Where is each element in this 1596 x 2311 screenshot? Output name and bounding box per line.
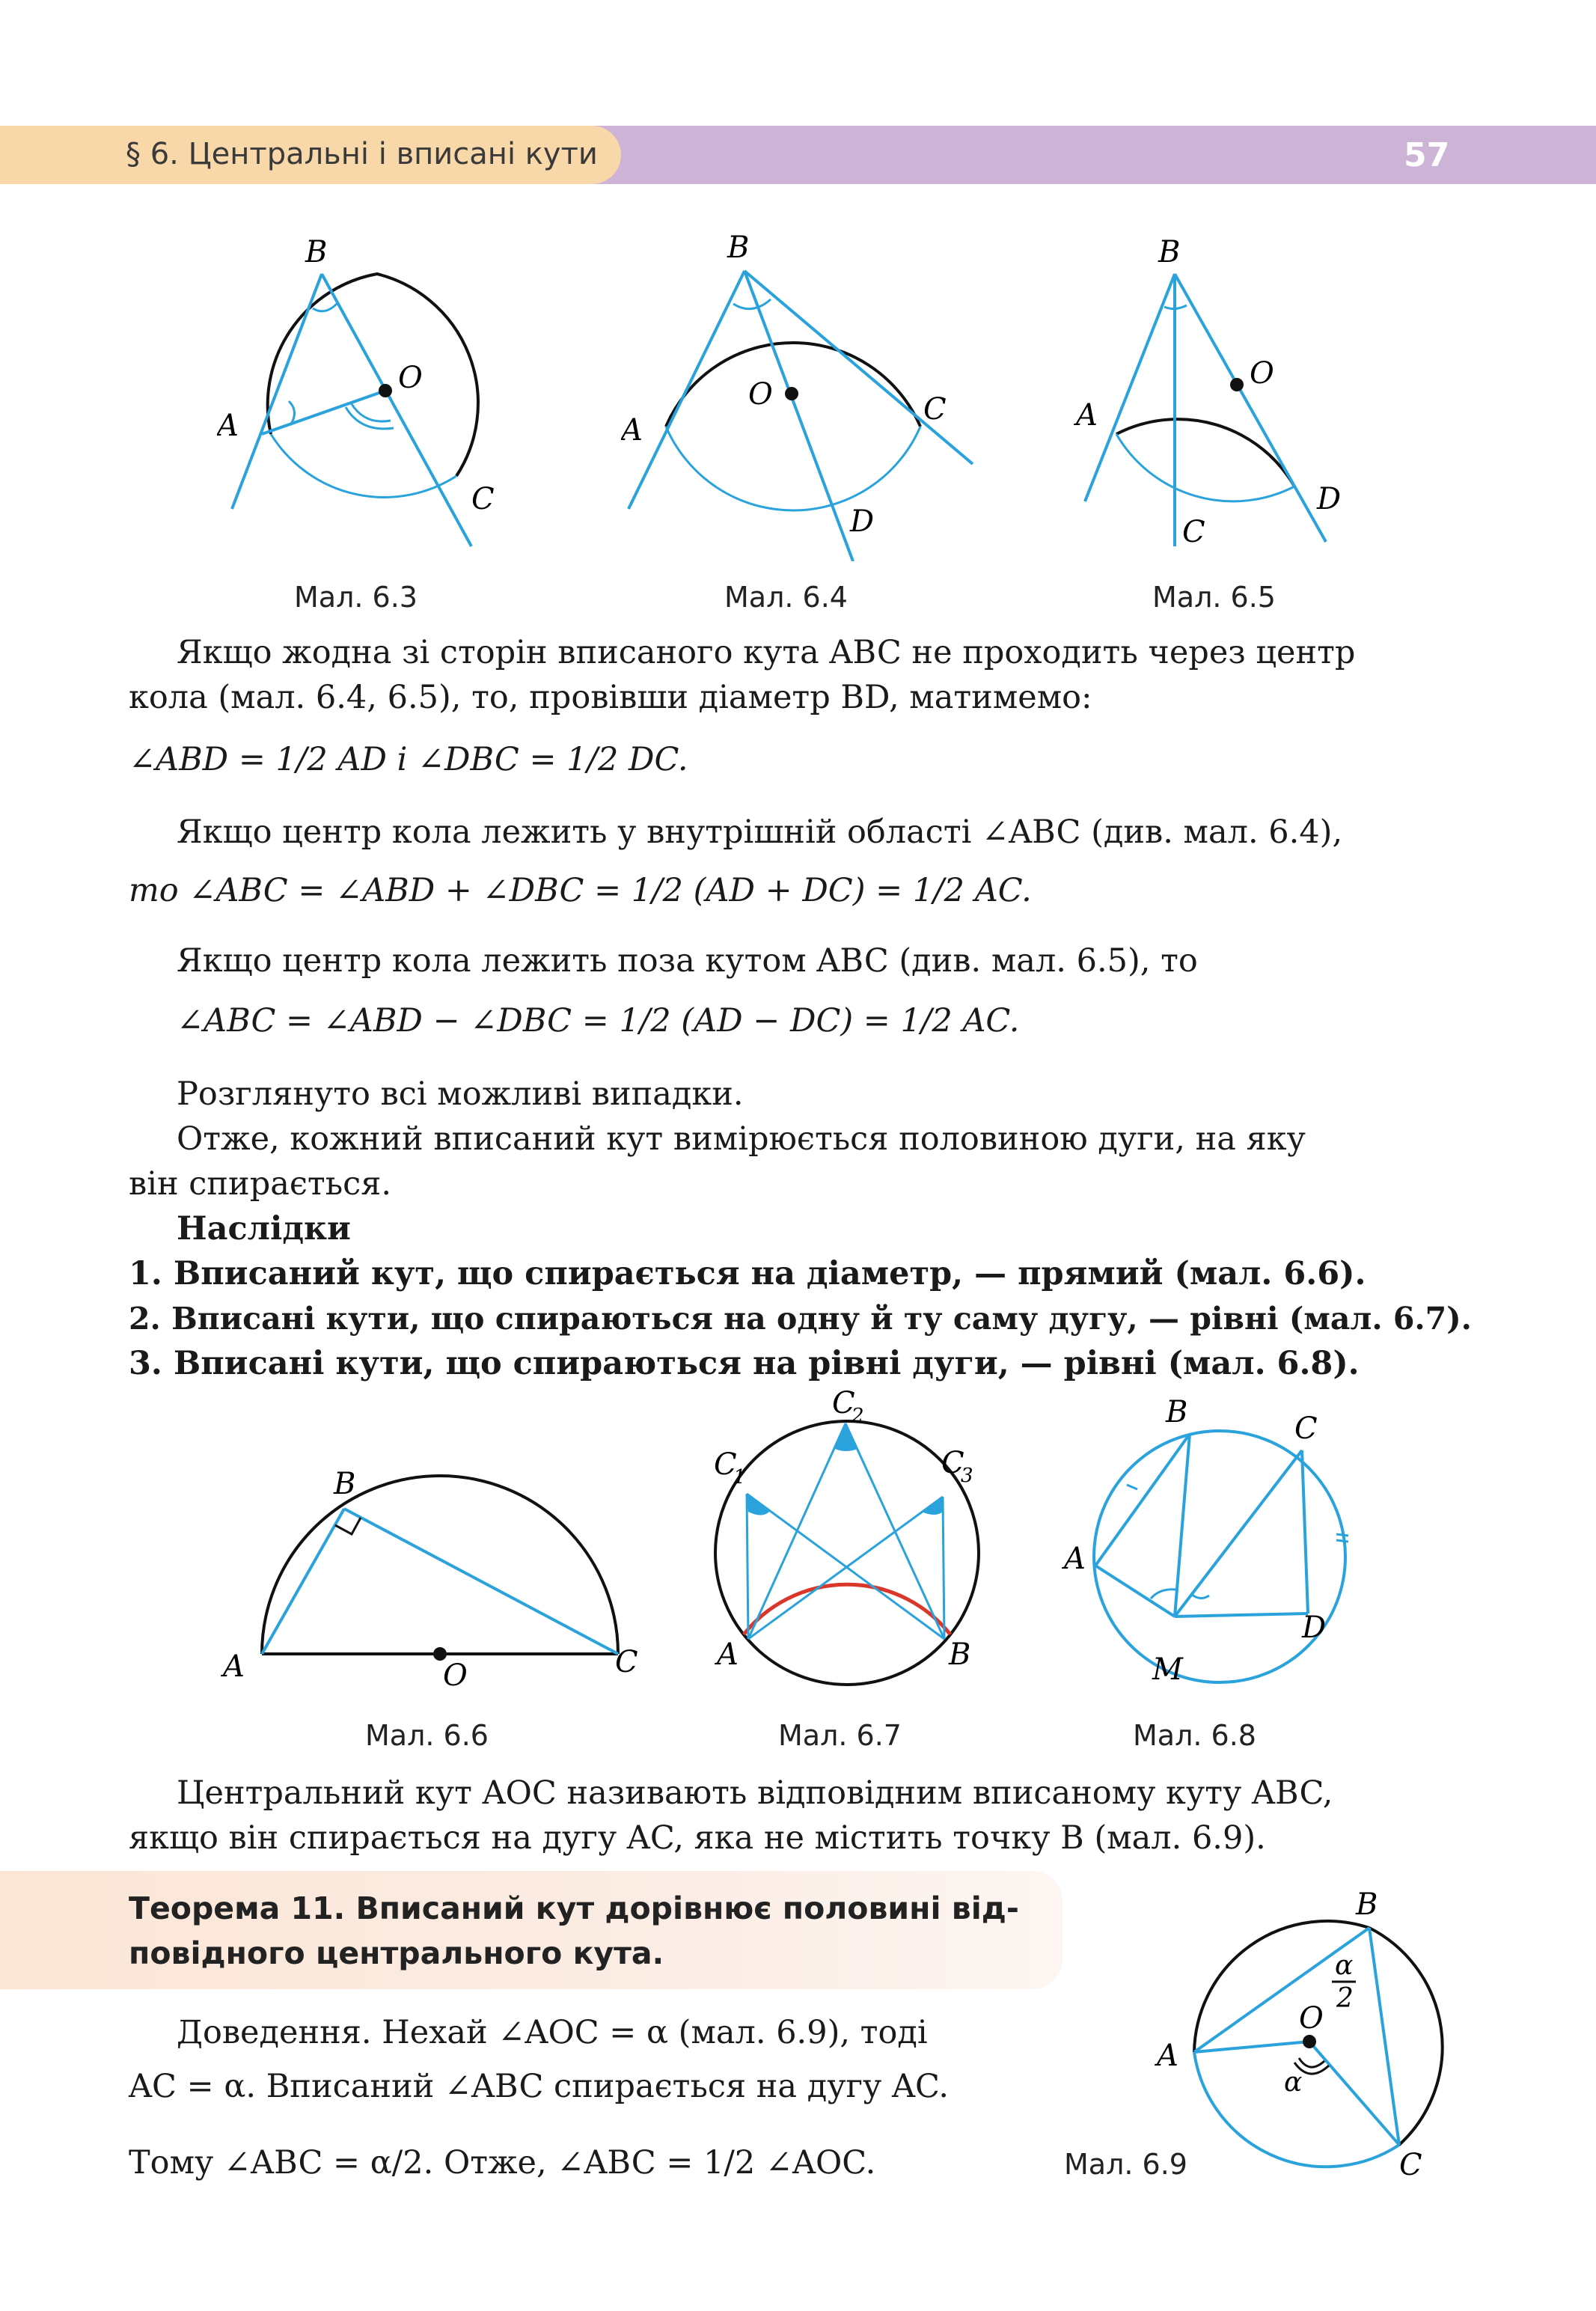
- corollaries-title: Наслідки: [177, 1210, 351, 1248]
- figure-6-5: [1070, 225, 1384, 561]
- figure-6-6: [217, 1452, 658, 1699]
- paragraph-6-line-1: Центральний кут AOC називають відповідним вписаному куту ABC,: [177, 1774, 1333, 1812]
- fig-6-7-label-c2-sub: 2: [851, 1405, 864, 1427]
- fig-6-8-label-c: C: [1294, 1411, 1318, 1446]
- paragraph-6-line-2: якщо він спирається на дугу AC, яка не містить точку B (мал. 6.9).: [129, 1819, 1266, 1857]
- fig-6-9-label-alpha: α: [1284, 2067, 1303, 2098]
- fig-6-8-label-b: B: [1166, 1395, 1188, 1429]
- theorem-11: [129, 1886, 1019, 1976]
- fig-6-3-label-a: A: [217, 409, 239, 443]
- fig-6-7-label-c2: C: [832, 1386, 855, 1420]
- caption-6-8: Мал. 6.8: [1133, 1719, 1256, 1752]
- fig-6-7-label-c3-sub: 3: [961, 1465, 973, 1487]
- fig-6-4-label-d: D: [850, 504, 875, 539]
- fig-6-9-label-b: B: [1356, 1887, 1378, 1922]
- fig-6-7-label-c1-sub: 1: [733, 1466, 746, 1489]
- proof-line-1: Доведення. Нехай ∠AOC = α (мал. 6.9), тоді: [177, 2014, 928, 2051]
- theorem-line-2: повідного центрального кута.: [129, 1935, 664, 1971]
- caption-6-6: Мал. 6.6: [365, 1719, 489, 1752]
- fig-6-7-label-a: A: [717, 1637, 739, 1672]
- fig-6-9-label-o: O: [1299, 2001, 1324, 2036]
- equation-3: ∠ABC = ∠ABD − ∠DBC = 1/2 (AD − DC) = 1/2 AC.: [177, 1002, 1020, 1040]
- page-number: 57: [1404, 136, 1450, 174]
- fig-6-3-label-c: C: [471, 482, 495, 516]
- fig-6-5-label-o: O: [1250, 356, 1274, 391]
- equation-2: то ∠ABC = ∠ABD + ∠DBC = 1/2 (AD + DC) = 1/2 AC.: [129, 872, 1032, 909]
- proof-line-3: Тому ∠ABC = α/2. Отже, ∠ABC = 1/2 ∠AOC.: [129, 2144, 876, 2182]
- corollary-1: 1. Вписаний кут, що спирається на діаметр, — прямий (мал. 6.6).: [129, 1255, 1366, 1292]
- fig-6-7-label-b: B: [949, 1637, 971, 1672]
- caption-6-9: Мал. 6.9: [1064, 2148, 1187, 2181]
- paragraph-1-line-2: кола (мал. 6.4, 6.5), то, провівши діаметр BD, матимемо:: [129, 679, 1092, 716]
- corollary-2: 2. Вписані кути, що спираються на одну й ту саму дугу, — рівні (мал. 6.7).: [129, 1301, 1472, 1337]
- fig-6-7-label-c1: C: [714, 1447, 737, 1482]
- fig-6-4-label-c: C: [923, 392, 947, 427]
- paragraph-5-line-1: Отже, кожний вписаний кут вимірюється половиною дуги, на яку: [177, 1120, 1306, 1158]
- fig-6-8-label-a: A: [1064, 1542, 1086, 1576]
- paragraph-1-line-1: Якщо жодна зі сторін вписаного кута ABC не проходить через центр: [177, 634, 1356, 671]
- proof-line-2: AC = α. Вписаний ∠ABC спирається на дугу AC.: [129, 2068, 950, 2105]
- caption-6-5: Мал. 6.5: [1152, 581, 1276, 614]
- fig-6-3-label-b: B: [305, 235, 328, 269]
- figure-6-4: [621, 225, 980, 561]
- fig-6-5-label-d: D: [1317, 482, 1342, 516]
- figure-6-8: [1055, 1392, 1369, 1706]
- fig-6-9-label-alpha-half-den: 2: [1336, 1983, 1354, 2014]
- fig-6-9-label-a: A: [1157, 2039, 1178, 2073]
- fig-6-4-label-a: A: [621, 413, 643, 448]
- fig-6-3-label-o: O: [398, 361, 423, 395]
- caption-6-7: Мал. 6.7: [778, 1719, 902, 1752]
- fig-6-9-label-c: C: [1399, 2148, 1422, 2182]
- section-title: § 6. Центральні і вписані кути: [126, 137, 598, 171]
- fig-6-6-label-o: O: [443, 1658, 468, 1693]
- figure-6-7: [703, 1385, 1003, 1699]
- figure-6-3: [217, 225, 531, 561]
- fig-6-6-label-b: B: [334, 1467, 356, 1501]
- fig-6-5-label-c: C: [1182, 515, 1205, 549]
- paragraph-3-line-1: Якщо центр кола лежить поза кутом ABC (див. мал. 6.5), то: [177, 942, 1198, 980]
- paragraph-4: Розглянуто всі можливі випадки.: [177, 1075, 744, 1113]
- fig-6-6-label-c: C: [615, 1645, 638, 1679]
- fig-6-4-label-b: B: [727, 231, 750, 265]
- fig-6-8-label-d: D: [1302, 1611, 1327, 1645]
- figure-6-9: [1152, 1878, 1467, 2193]
- fig-6-5-label-a: A: [1076, 398, 1098, 433]
- theorem-line-1: Теорема 11. Вписаний кут дорівнює половині від-: [129, 1890, 1019, 1926]
- paragraph-2-line-1: Якщо центр кола лежить у внутрішній області ∠ABC (див. мал. 6.4),: [177, 813, 1343, 851]
- corollary-3: 3. Вписані кути, що спираються на рівні дуги, — рівні (мал. 6.8).: [129, 1345, 1360, 1382]
- fig-6-5-label-b: B: [1158, 235, 1181, 269]
- fig-6-8-label-m: M: [1152, 1652, 1183, 1687]
- fig-6-7-label-c3: C: [941, 1446, 964, 1480]
- fig-6-9-label-alpha-half-num: α: [1335, 1950, 1354, 1981]
- paragraph-5-line-2: він спирається.: [129, 1165, 392, 1203]
- caption-6-4: Мал. 6.4: [724, 581, 848, 614]
- fig-6-6-label-a: A: [223, 1649, 245, 1684]
- fig-6-4-label-o: O: [748, 377, 773, 412]
- equation-1: ∠ABD = 1/2 AD і ∠DBC = 1/2 DC.: [129, 741, 688, 778]
- caption-6-3: Мал. 6.3: [294, 581, 418, 614]
